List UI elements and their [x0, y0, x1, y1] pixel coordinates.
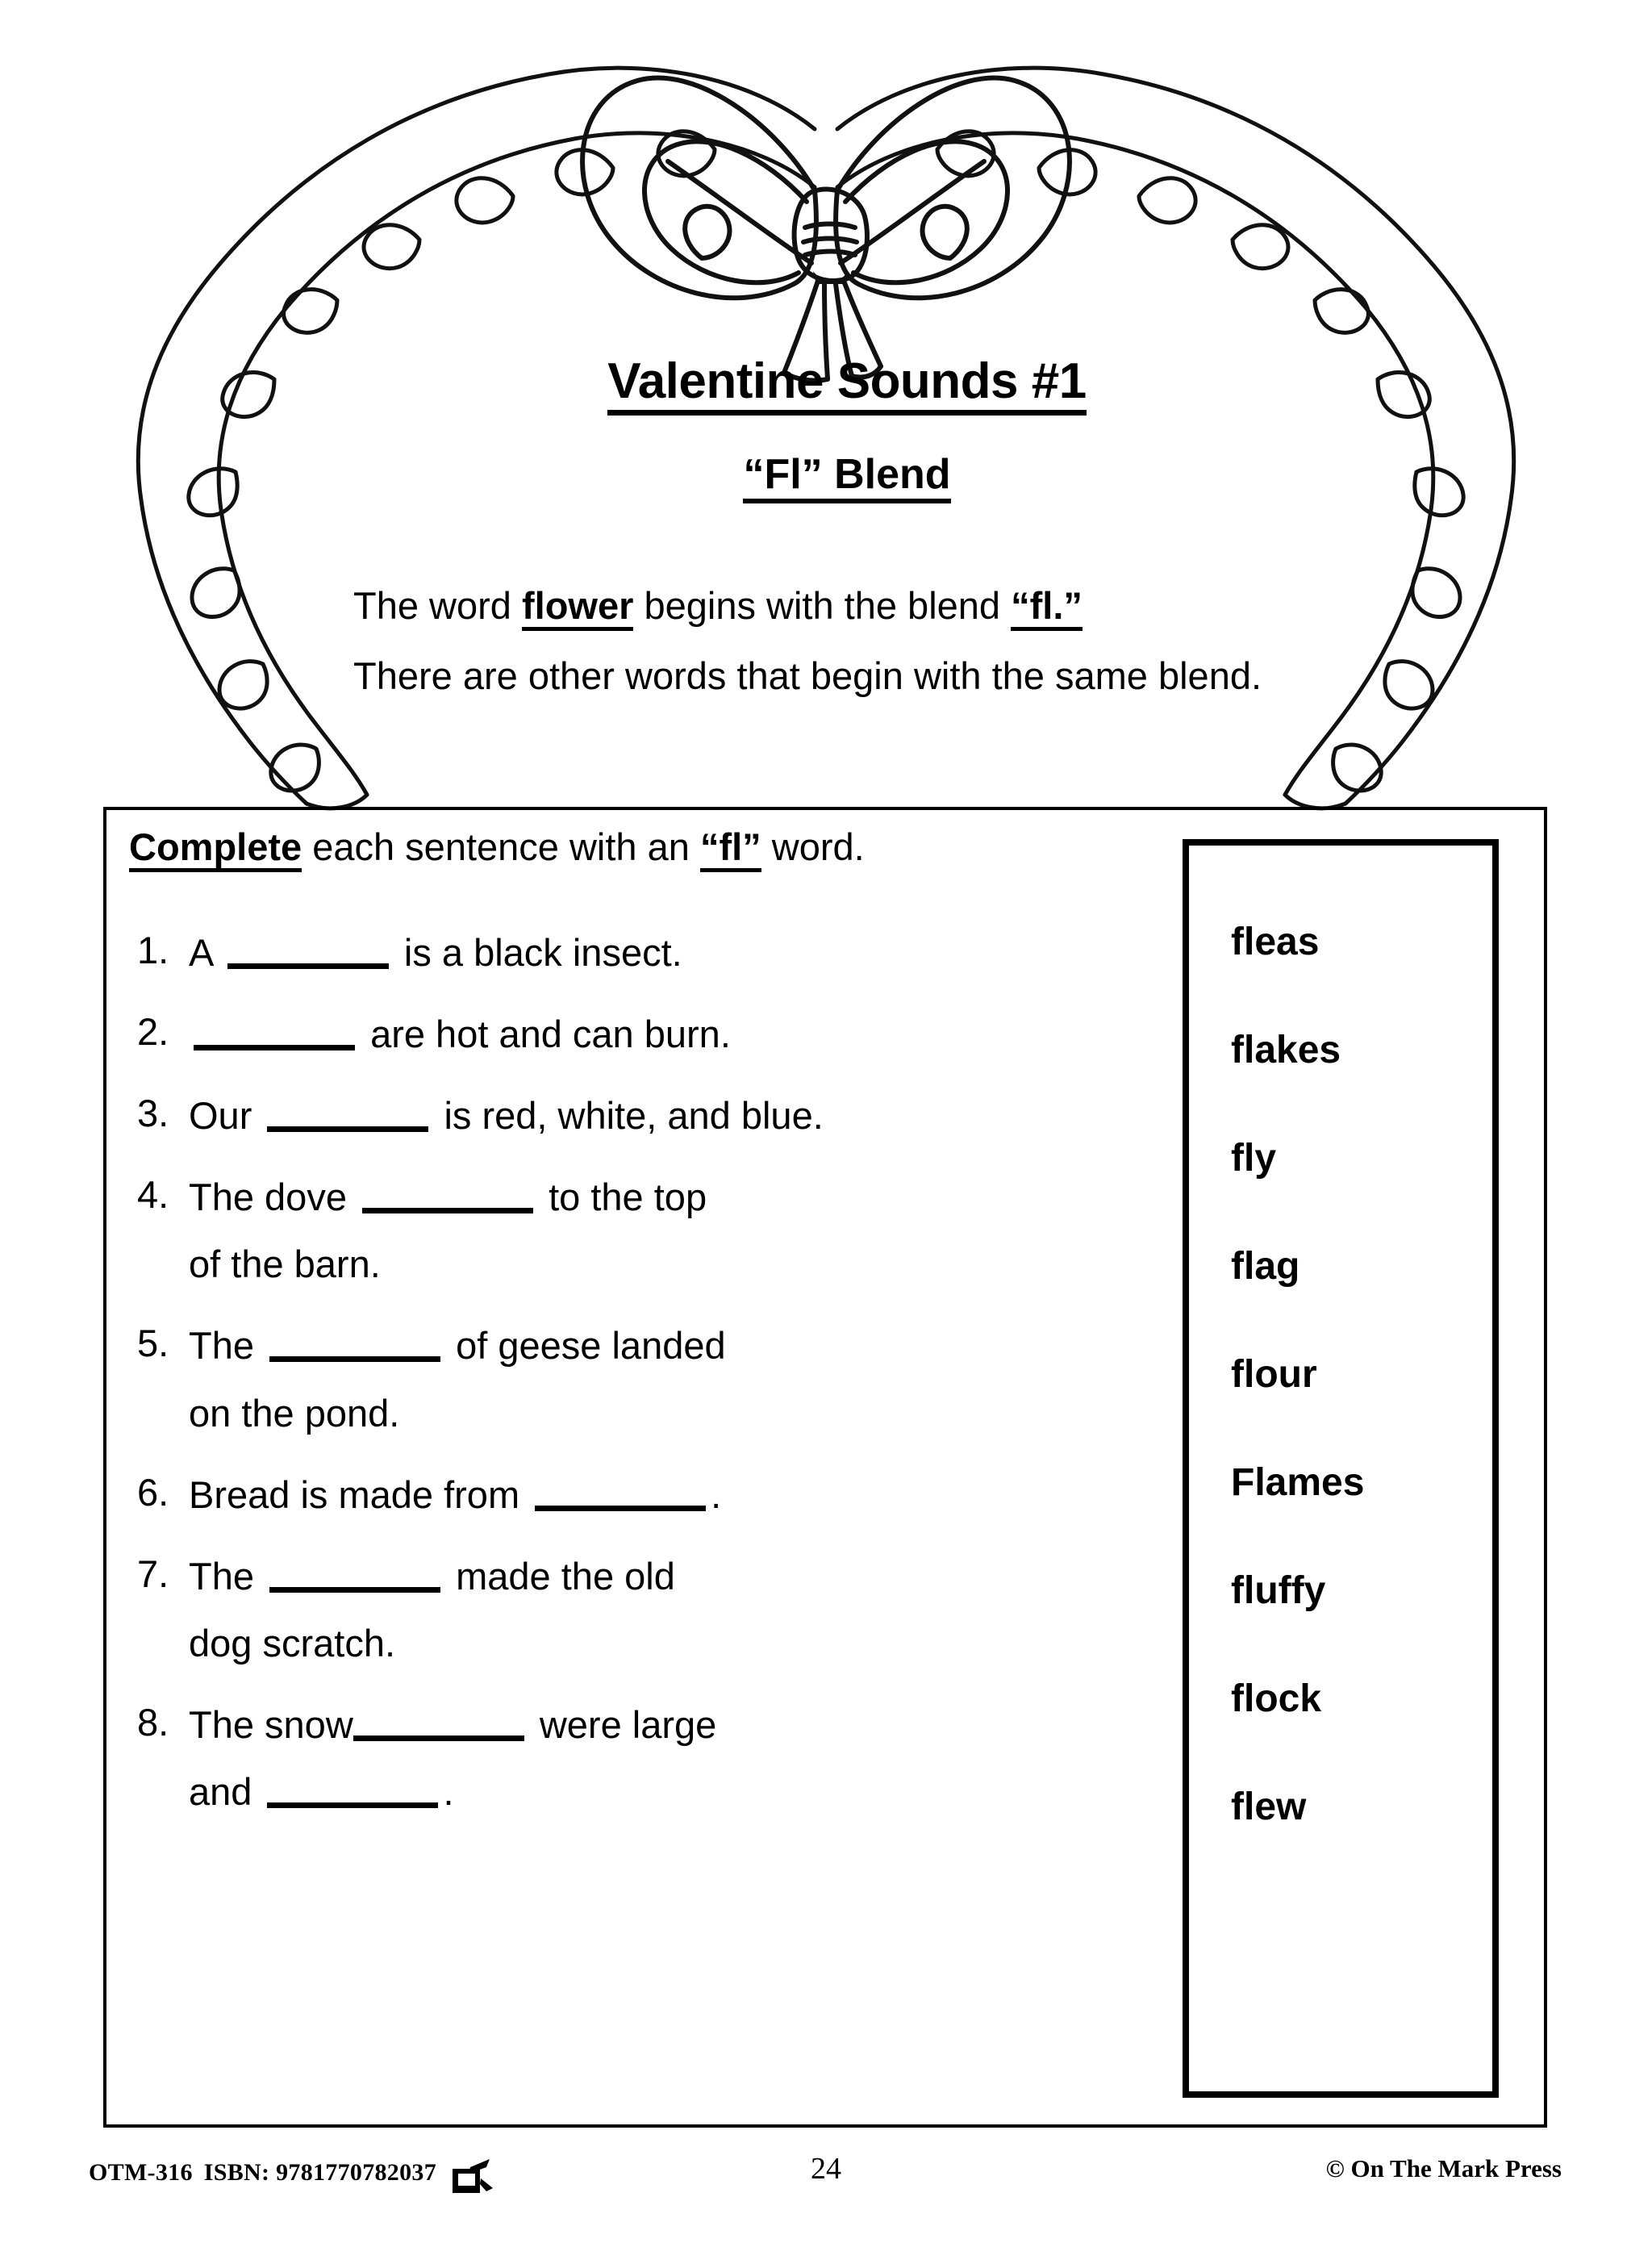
question-list	[137, 928, 1137, 1848]
question-text-pre: A	[189, 931, 212, 974]
word-bank-item[interactable]: flag	[1231, 1245, 1300, 1288]
question-number: 2.	[137, 1010, 169, 1054]
question-text-post: made the old	[456, 1554, 675, 1598]
question-text-post: were large	[539, 1702, 717, 1746]
question-text-line2: dog scratch.	[189, 1621, 396, 1664]
intro-line-1	[353, 581, 1345, 630]
question-item	[137, 1700, 1137, 1816]
question-text-post: are hot and can burn.	[370, 1013, 731, 1056]
question-item	[137, 928, 1137, 977]
answer-blank[interactable]	[194, 1016, 355, 1050]
question-item	[137, 1470, 1137, 1519]
isbn-text: ISBN: 9781770782037	[203, 2159, 436, 2186]
question-item	[137, 1172, 1137, 1289]
question-number: 4.	[137, 1173, 169, 1217]
question-text-pre: Bread is made from	[189, 1472, 520, 1516]
question-item	[137, 1321, 1137, 1437]
page-footer	[0, 2154, 1652, 2211]
question-number: 5.	[137, 1322, 169, 1365]
question-text-line2: of the barn.	[189, 1243, 381, 1286]
answer-blank[interactable]	[267, 1773, 438, 1808]
answer-blank[interactable]	[353, 1706, 524, 1741]
word-bank	[1183, 839, 1499, 2098]
intro-text-a: The word	[353, 584, 522, 627]
question-item	[137, 1091, 1137, 1140]
question-number: 3.	[137, 1092, 169, 1135]
word-bank-item[interactable]: flock	[1231, 1677, 1322, 1720]
example-word: flower	[522, 584, 633, 631]
page-subtitle: “Fl” Blend	[743, 453, 950, 503]
question-text-post: is a black insect.	[403, 931, 682, 974]
instruction-blend: “fl”	[700, 825, 761, 872]
ribbon-bow-icon	[582, 78, 1070, 381]
intro-text-b: begins with the blend	[633, 584, 1012, 627]
question-number: 1.	[137, 929, 169, 971]
intro-text	[353, 581, 1345, 721]
question-text-pre: The	[189, 1554, 254, 1598]
intro-line-2: There are other words that begin with the same blend.	[353, 654, 1262, 698]
question-text-line2: on the pond.	[189, 1391, 400, 1435]
instruction-mid: each sentence with an	[302, 825, 700, 868]
question-number: 7.	[137, 1552, 169, 1595]
blend-label: “fl.”	[1011, 584, 1083, 631]
instruction-verb: Complete	[129, 825, 302, 872]
question-text-post: of geese landed	[456, 1324, 726, 1368]
question-text-post: is red, white, and blue.	[444, 1094, 824, 1138]
question-text-post: to the top	[549, 1176, 707, 1219]
answer-blank[interactable]	[267, 1097, 428, 1132]
word-bank-item[interactable]: fly	[1231, 1137, 1277, 1180]
instruction-line	[129, 825, 865, 869]
question-text-pre: The	[189, 1324, 254, 1368]
answer-blank[interactable]	[535, 1477, 706, 1511]
word-bank-item[interactable]: Flames	[1231, 1461, 1365, 1504]
word-bank-item[interactable]: flew	[1231, 1786, 1307, 1828]
copyright-notice: © On The Mark Press	[1325, 2154, 1562, 2182]
page-title: Valentine Sounds #1	[607, 355, 1086, 416]
question-text-pre: Our	[189, 1094, 252, 1138]
answer-blank[interactable]	[362, 1179, 533, 1213]
question-text-line2-post: .	[443, 1770, 454, 1814]
page-number: 24	[811, 2152, 841, 2186]
product-code: OTM-316	[89, 2159, 193, 2186]
heading-block	[323, 355, 1371, 503]
instruction-end: word.	[761, 825, 865, 868]
word-bank-item[interactable]: flakes	[1231, 1029, 1341, 1071]
question-item	[137, 1552, 1137, 1668]
question-text-pre: The dove	[189, 1176, 347, 1219]
question-text-line2-pre: and	[189, 1770, 252, 1814]
word-bank-item[interactable]: flour	[1231, 1353, 1317, 1396]
question-item	[137, 1009, 1137, 1059]
answer-blank[interactable]	[227, 934, 389, 969]
answer-blank[interactable]	[269, 1558, 440, 1593]
question-text-post: .	[711, 1472, 722, 1516]
question-text-pre: The snow	[189, 1702, 353, 1746]
question-number: 8.	[137, 1700, 169, 1744]
question-number: 6.	[137, 1470, 169, 1514]
answer-blank[interactable]	[269, 1327, 440, 1362]
word-bank-item[interactable]: fleas	[1231, 921, 1320, 963]
word-bank-item[interactable]: fluffy	[1231, 1569, 1326, 1612]
